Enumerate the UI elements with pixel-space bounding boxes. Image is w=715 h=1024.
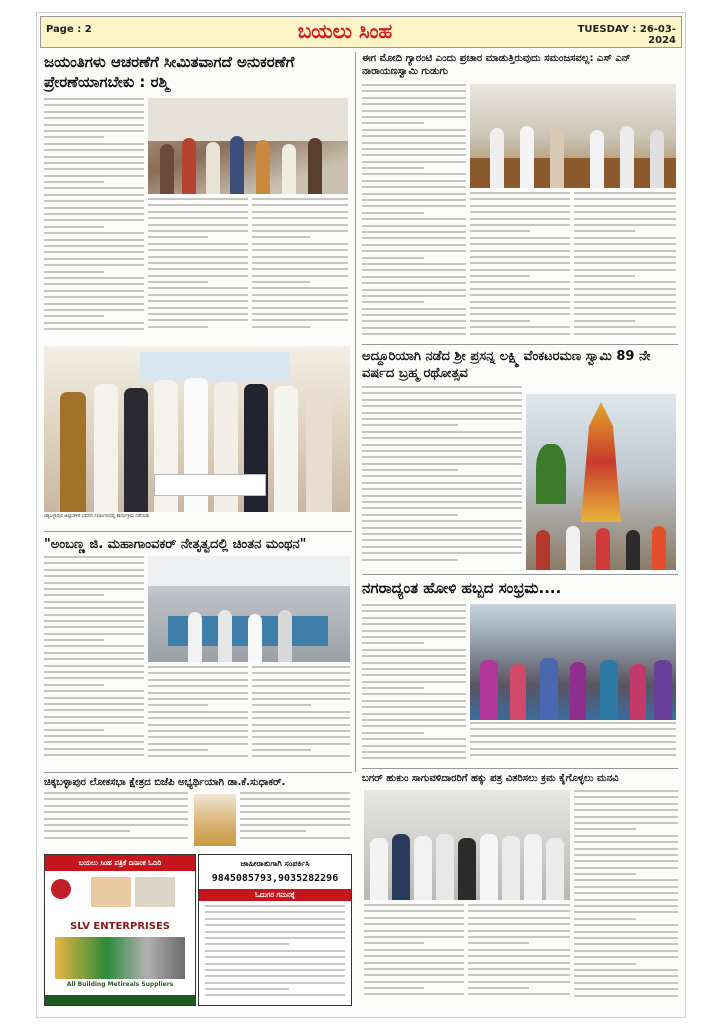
article-body — [362, 386, 522, 570]
classified-phones: 9845085793,9035282296 — [211, 873, 339, 884]
article-photo — [148, 556, 350, 662]
article-body — [44, 792, 188, 848]
article-body — [362, 604, 466, 764]
article-headline: ನಗರಾದ್ಯಂತ ಹೋಳಿ ಹಬ್ಬದ ಸಂಭ್ರಮ.... — [362, 579, 562, 597]
article-body — [362, 84, 466, 340]
article-body — [148, 198, 248, 338]
classified-ad — [198, 854, 352, 1006]
ad-tagline: All Building Metireals Suppliers — [66, 981, 174, 988]
article-body — [44, 556, 144, 766]
section-divider — [362, 768, 678, 769]
article-body — [468, 904, 570, 1004]
article-body — [574, 790, 678, 1004]
article-photo — [470, 84, 676, 188]
ad-product-images — [55, 937, 185, 979]
article-headline: ಅದ್ದೂರಿಯಾಗಿ ನಡೆದ ಶ್ರೀ ಪ್ರಸನ್ನ ಲಕ್ಷ್ಮಿ ವೆಂಕಟರಮಣ ಸ್ವಾಮಿ 89 ನೇ ವರ್ಷದ ಬ್ರಹ್ಮ ರಥೋತ್ಸವ — [362, 349, 651, 381]
article-body — [240, 792, 350, 848]
article-headline: "ಅಂಬಣ್ಣ ಜಿ. ಮಹಾಗಾಂವಕರ್ ನೇತೃತ್ವದಲ್ಲಿ ಚಿಂತನ ಮಂಥನ" — [44, 537, 307, 552]
article-headline: ಜಯಂತಿಗಳು ಆಚರಣೆಗೆ ಸೀಮಿತವಾಗದೆ ಅನುಕರಣೆಗೆ ಪ್ರೇರಣೆಯಾಗಬೇಕು : ರಶ್ಮಿ — [44, 53, 295, 91]
owner-photo — [135, 877, 175, 907]
candidate-portrait — [194, 794, 236, 846]
article-body — [470, 192, 570, 340]
section-divider — [44, 531, 352, 532]
article-body — [44, 98, 144, 338]
notice-body — [205, 905, 345, 1001]
readers-notice-band: ಓದುಗರ ಗಮನಕ್ಕೆ — [199, 889, 351, 901]
section-divider — [362, 574, 678, 575]
article-photo — [44, 346, 350, 512]
ad-footer — [45, 995, 195, 1005]
advertisement — [44, 854, 196, 1006]
issue-date: TUESDAY : 26-03-2024 — [577, 24, 676, 46]
om-icon — [51, 879, 71, 899]
newspaper-logo: ಬಯಲು ಸಿಂಹ — [297, 19, 393, 43]
article-body — [574, 192, 676, 340]
article-photo — [148, 98, 348, 194]
column-divider — [355, 52, 356, 772]
article-photo — [364, 790, 570, 900]
section-divider — [362, 344, 678, 345]
article-photo — [526, 394, 676, 570]
section-divider — [44, 772, 352, 773]
article-headline: ಬಗರ್ ಹುಕುಂ ಸಾಗುವಳಿದಾರರಿಗೆ ಹಕ್ಕು ಪತ್ರ ವಿತರಿಸಲು ಕ್ರಮ ಕೈಗೊಳ್ಳಲು ಮನವಿ — [362, 773, 619, 784]
article-body — [148, 666, 248, 766]
article-body — [470, 722, 676, 762]
page-number: Page : 2 — [46, 24, 92, 35]
classified-title: ಜಾಹೀರಾತುಗಾಗಿ ಸಂಪರ್ಕಿಸಿ — [240, 859, 310, 868]
article-body — [364, 904, 464, 1004]
article-headline: ಚಿಕ್ಕಬಳ್ಳಾಪುರ ಲೋಕಸಭಾ ಕ್ಷೇತ್ರದ ಬಿಜೆಪಿ ಅಭ್ಯರ್ಥಿಯಾಗಿ ಡಾ.ಕೆ.ಸುಧಾಕರ್. — [44, 777, 286, 788]
article-body — [252, 198, 348, 338]
photo-caption: ಚಿಕ್ಕಬಳ್ಳಾಪುರ ಜಿಲ್ಲಾಡಳಿತ ಭವನದ ಸಭಾಂಗಣದಲ್ಲಿ ಕಾರ್ಯಕ್ರಮ ನಡೆಯಿತು — [44, 514, 150, 519]
article-headline: ಈಗ ಮೋದಿ ಗ್ಯಾರಂಟಿ ಎಂದು ಪ್ರಚಾರ ಮಾಡುತ್ತಿರುವುದು ಸಮಂಜಸವಲ್ಲ: ಎಸ್ ಎನ್ ನಾರಾಯಣಸ್ವಾಮಿ ಗುಡುಗು — [362, 53, 631, 77]
article-body — [252, 666, 350, 766]
ad-offer-band: ಬಯಲು ಸಿಂಹ ಪತ್ರಿಕೆ ದಿನಾಂಕ ಓದಿರಿ — [45, 855, 195, 871]
owner-photo — [91, 877, 131, 907]
article-photo — [470, 604, 676, 720]
ad-business-name: SLV ENTERPRISES — [70, 921, 170, 932]
